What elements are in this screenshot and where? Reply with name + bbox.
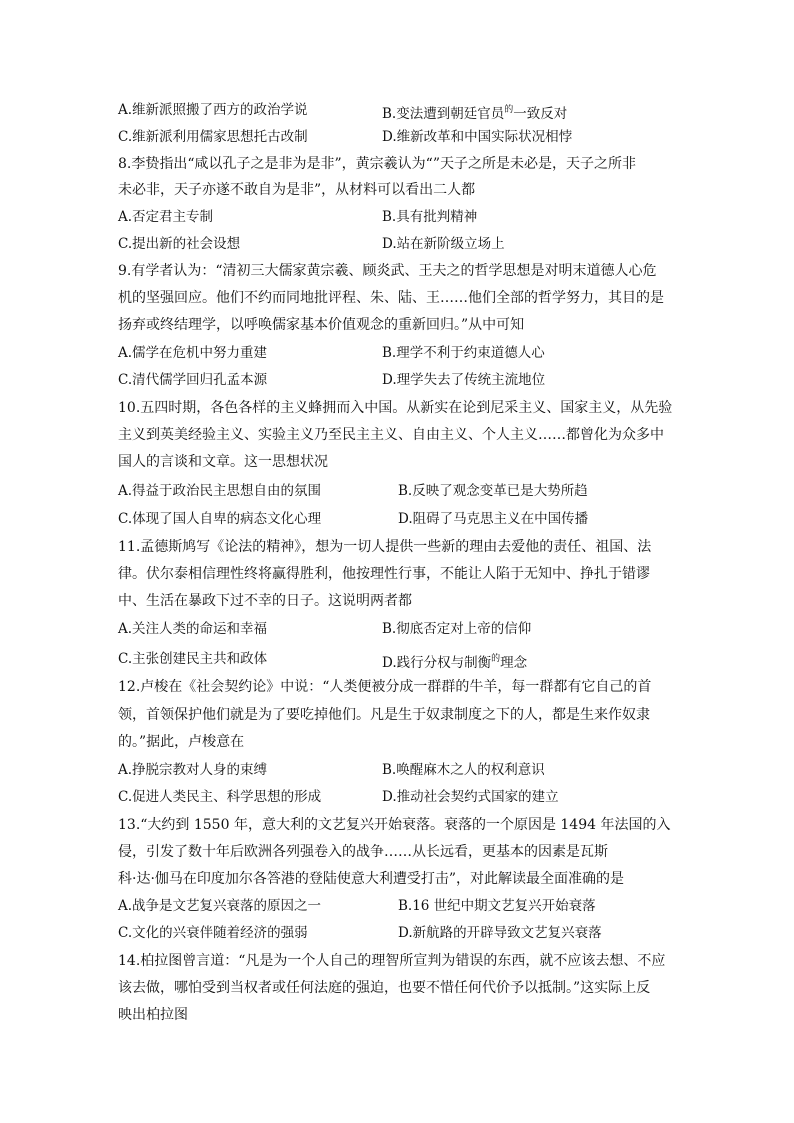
q9-stem-line2: 机的坚强回应。他们不约而同地批评程、朱、陆、王……他们全部的哲学努力，其目的是 — [118, 290, 664, 306]
q10-stem-line1: 10.五四时期，各色各样的主义蜂拥而入中国。从新实在论到尼采主义、国家主义，从先验 — [118, 400, 673, 416]
q7-option-b-text-end: 一致反对 — [513, 106, 568, 122]
q10-option-c: C.体现了国人自卑的病态文化心理 — [118, 511, 322, 527]
q13-stem-line3: 科·达·伽马在印度加尔各答港的登陆使意大利遭受打击”，对此解读最全面准确的是 — [118, 871, 625, 887]
q11-option-d-text: D.践行分权与制衡 — [382, 655, 492, 671]
q7-option-b-text: B.变法遭到朝廷官员 — [382, 106, 505, 122]
q8-stem-line1: 8.李贽指出“咸以孔子之是非为是非”，黄宗羲认为“”天子之所是未必是，天子之所非 — [118, 156, 636, 172]
q13-option-c: C.文化的兴衰伴随着经济的强弱 — [118, 925, 308, 941]
q11-stem-line3: 中、生活在暴政下过不幸的日子。这说明两者都 — [118, 593, 412, 609]
q10-option-b: B.反映了观念变革已是大势所趋 — [398, 483, 588, 499]
q11-stem-line2: 律。伏尔泰相信理性终将赢得胜利，他按理性行事，不能让人陷于无知中、挣扎于错谬 — [118, 566, 650, 582]
q8-stem-line2: 未必非，天子亦遂不敢自为是非”，从材料可以看出二人都 — [118, 182, 476, 198]
q8-option-a: A.否定君主专制 — [118, 209, 214, 225]
q9-option-a: A.儒学在危机中努力重建 — [118, 345, 268, 361]
q14-stem-line2: 该去做，哪怕受到当权者或任何法庭的强迫，也要不惜任何代价予以抵制。”这实际上反 — [118, 980, 651, 996]
q9-option-d: D.理学失去了传统主流地位 — [382, 372, 546, 388]
q8-option-d: D.站在新阶级立场上 — [382, 236, 505, 252]
q11-option-d-text-end: 理念 — [500, 655, 528, 671]
q11-option-c: C.主张创建民主共和政体 — [118, 651, 268, 667]
q12-option-a: A.挣脱宗教对人身的束缚 — [118, 762, 268, 778]
q7-option-c: C.维新派利用儒家思想托古改制 — [118, 129, 308, 145]
q8-option-b: B.具有批判精神 — [382, 209, 478, 225]
q12-option-d: D.推动社会契约式国家的建立 — [382, 789, 559, 805]
q10-stem-line2: 主义到英美经验主义、实验主义乃至民主主义、自由主义、个人主义……都曾化为众多中 — [118, 427, 664, 443]
q10-option-a: A.得益于政治民主思想自由的氛围 — [118, 483, 322, 499]
q12-stem-line3: 的。”据此，卢梭意在 — [118, 734, 245, 750]
q12-stem-line1: 12.卢梭在《社会契约论》中说：“人类便被分成一群群的牛羊，每一群都有它自己的首 — [118, 679, 652, 695]
q7-option-b — [382, 100, 567, 124]
q9-stem-line3: 扬弃或终结理学，以呼唤儒家基本价值观念的重新回归。”从中可知 — [118, 317, 525, 333]
q13-option-b: B.16 世纪中期文艺复兴开始衰落 — [398, 898, 596, 914]
q8-option-c: C.提出新的社会设想 — [118, 236, 241, 252]
q13-option-a: A.战争是文艺复兴衰落的原因之一 — [118, 898, 322, 914]
q11-option-b: B.彻底否定对上帝的信仰 — [382, 621, 532, 637]
q9-option-b: B.理学不利于约束道德人心 — [382, 345, 545, 361]
q12-stem-line2: 领，首领保护他们就是为了要吃掉他们。凡是生于奴隶制度之下的人，都是生来作奴隶 — [118, 707, 650, 723]
q13-stem-line2: 侵，引发了数十年后欧洲各列强卷入的战争……从长远看，更基本的因素是瓦斯 — [118, 844, 608, 860]
q14-stem-line1: 14.柏拉图曾言道：“凡是为一个人自己的理智所宣判为错误的东西，就不应该去想、不应 — [118, 953, 666, 969]
q13-option-d: D.新航路的开辟导致文艺复兴衰落 — [398, 925, 602, 941]
q12-option-b: B.唤醒麻木之人的权利意识 — [382, 762, 545, 778]
q10-option-d: D.阻碍了马克思主义在中国传播 — [398, 511, 589, 527]
q10-stem-line3: 国人的言谈和文章。这一思想状况 — [118, 454, 328, 470]
q14-stem-line3: 映出柏拉图 — [118, 1007, 188, 1023]
q11-option-d — [382, 649, 527, 673]
q12-option-c: C.促进人类民主、科学思想的形成 — [118, 789, 322, 805]
q7-option-b-sup: 的 — [504, 105, 514, 115]
q9-option-c: C.清代儒学回归孔孟本源 — [118, 372, 268, 388]
q11-option-d-sup: 的 — [491, 654, 501, 664]
q13-stem-line1: 13.“大约到 1550 年，意大利的文艺复兴开始衰落。衰落的一个原因是 1494 年法国的入 — [118, 817, 671, 833]
q7-option-a: A.维新派照搬了西方的政治学说 — [118, 102, 308, 118]
q11-stem-line1: 11.孟德斯鸠写《论法的精神》，想为一切人提供一些新的理由去爱他的责任、祖国、法 — [118, 539, 652, 555]
q9-stem-line1: 9.有学者认为：“清初三大儒家黄宗羲、顾炎武、王夫之的哲学思想是对明末道德人心危 — [118, 263, 657, 279]
q11-option-a: A.关注人类的命运和幸福 — [118, 621, 268, 637]
q7-option-d: D.维新改革和中国实际状况相悖 — [382, 129, 573, 145]
